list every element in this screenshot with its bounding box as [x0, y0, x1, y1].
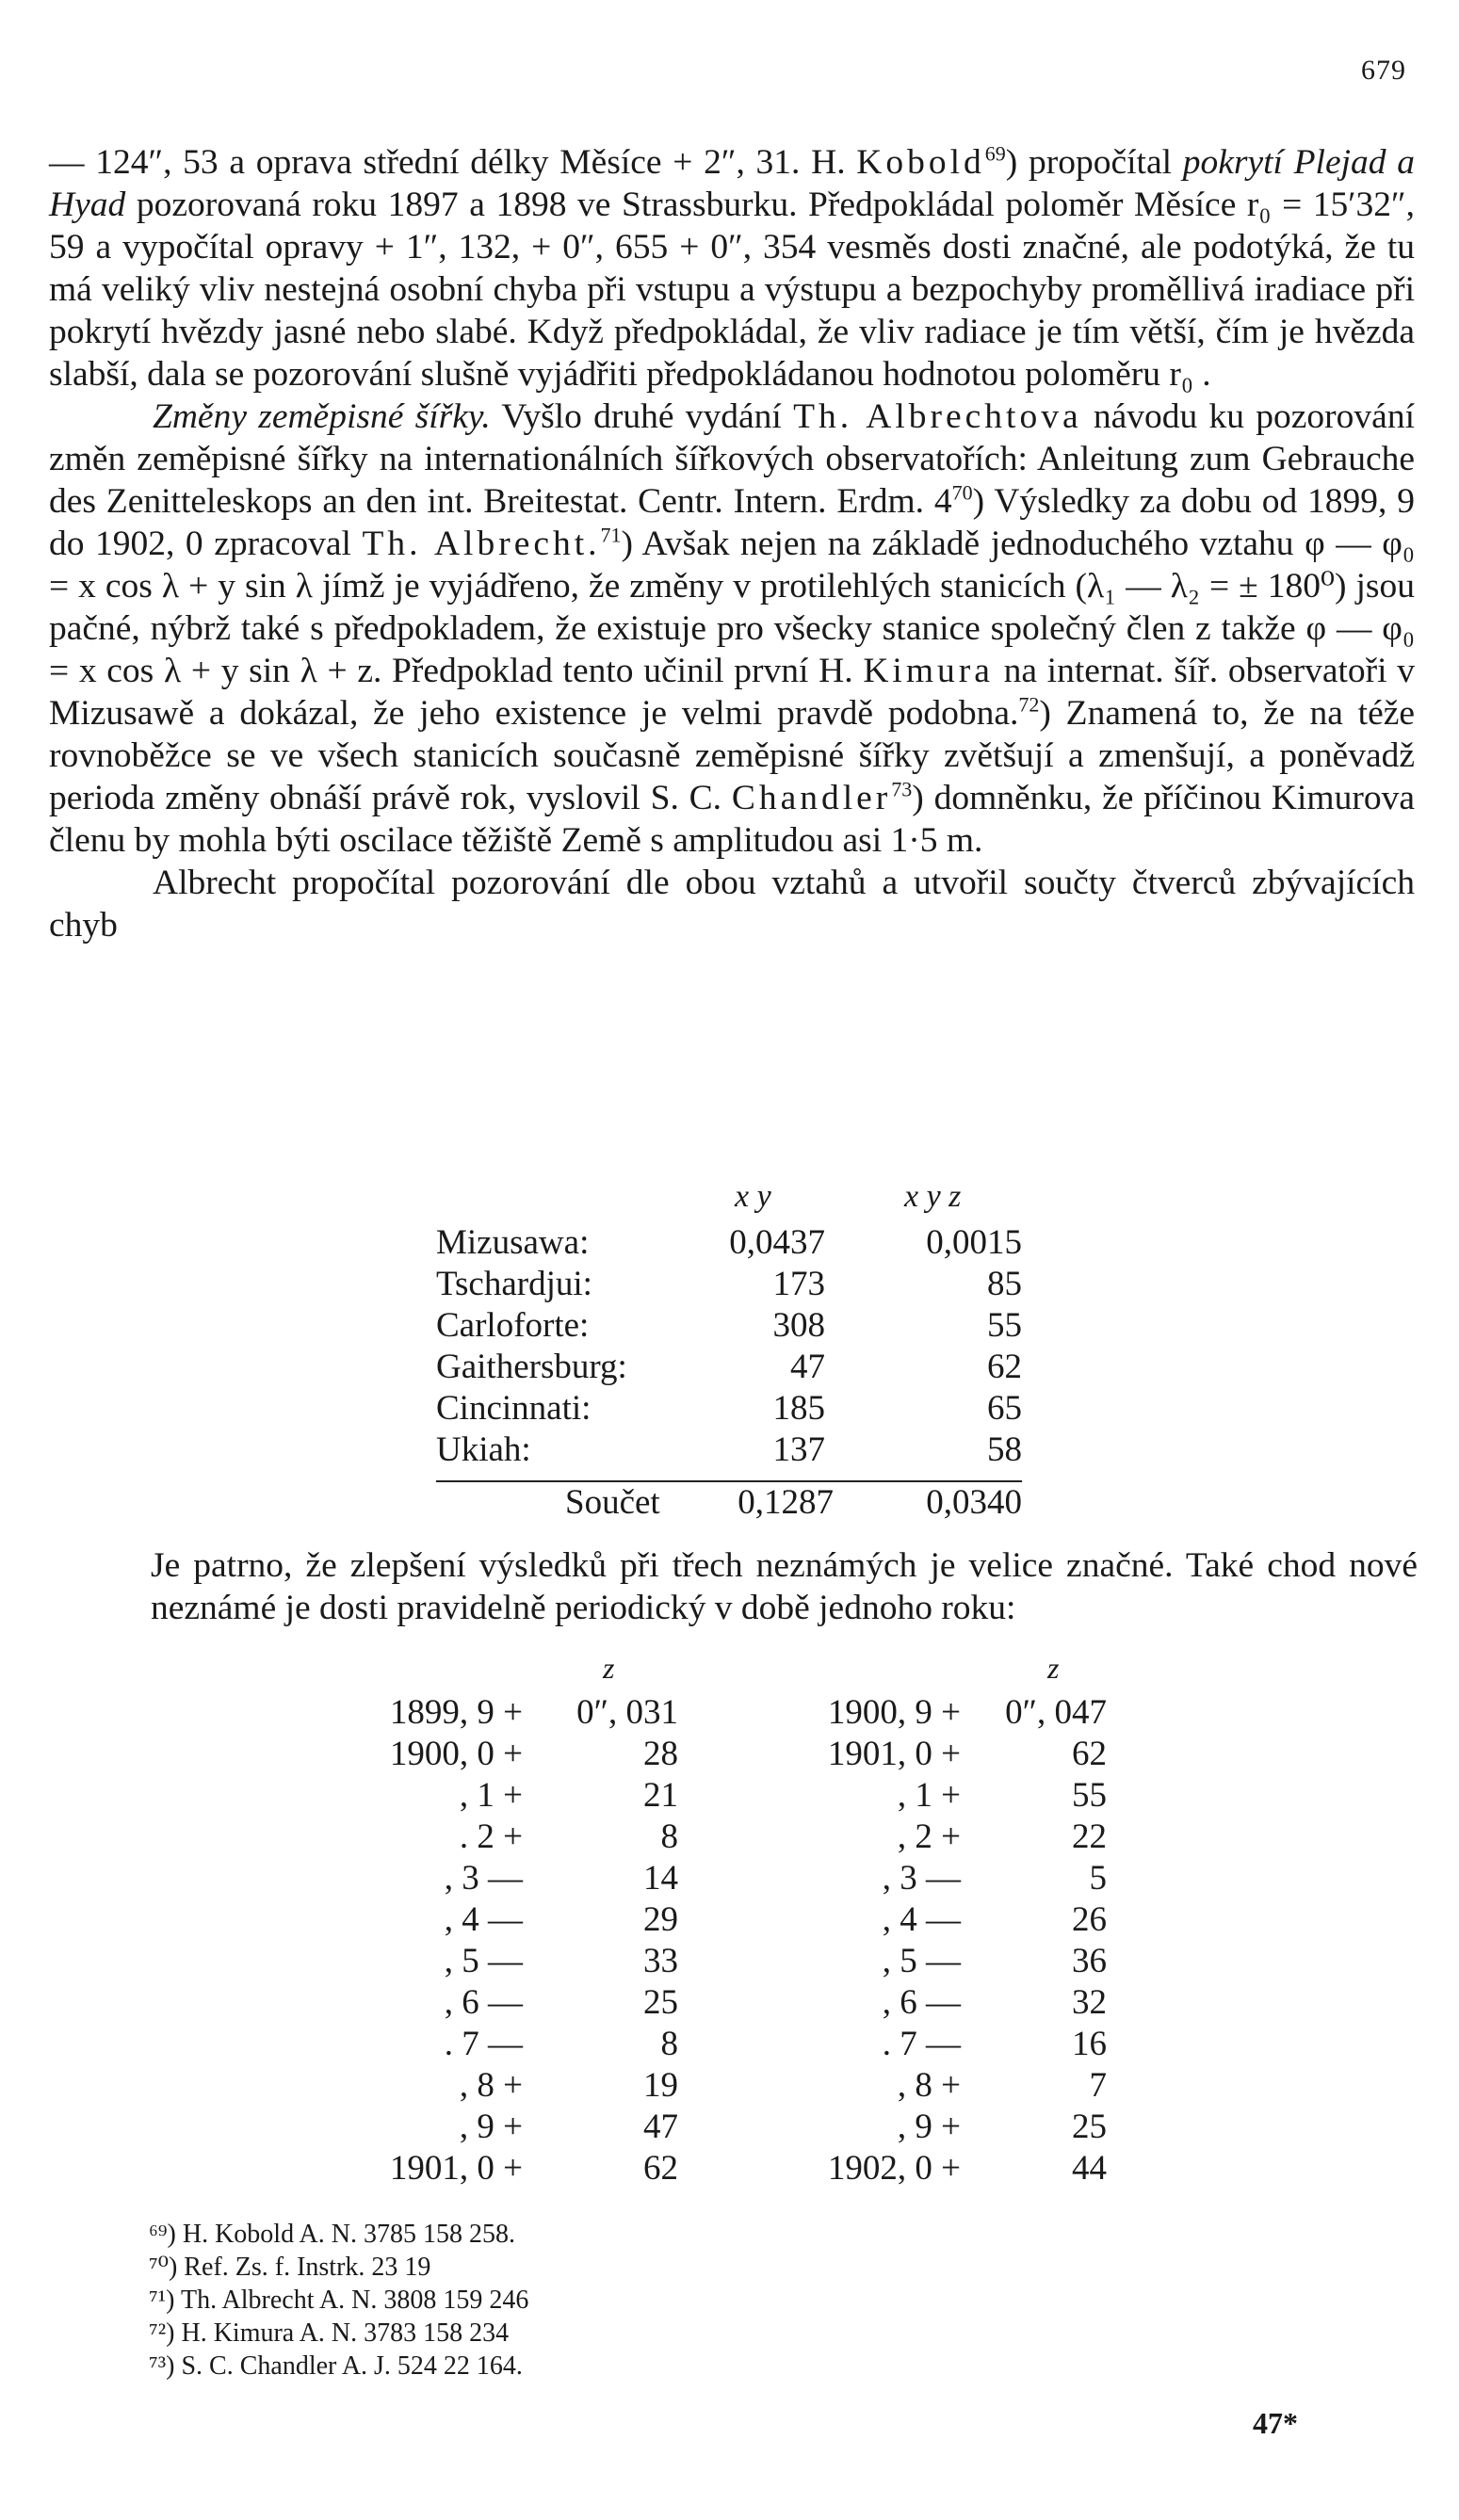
text: — 124″, 53 a oprava střední délky Měsíce + 2″, 31. H. — [49, 143, 857, 182]
footnotes — [149, 2218, 528, 2383]
z-date: 1902, 0 + — [827, 2149, 961, 2188]
sum-label: Součet — [565, 1483, 660, 1522]
z-value: 5 — [1089, 1859, 1107, 1898]
z-value: 0″, 031 — [576, 1693, 678, 1732]
table-header-xyz: x y z — [904, 1179, 962, 1214]
value-xy: 173 — [772, 1265, 825, 1303]
value-xy: 137 — [772, 1430, 825, 1469]
z-date: , 5 — — [444, 1942, 523, 1980]
value-xyz: 0,0015 — [926, 1223, 1022, 1262]
z-value: 62 — [643, 2149, 678, 2188]
italic-text: pokrytí Plejad a Hyad — [49, 143, 1415, 224]
text: ) propočítal — [1005, 143, 1183, 182]
z-value: 44 — [1072, 2149, 1107, 2188]
author-name: Th. Albrechtova — [793, 397, 1082, 436]
z-date: , 6 — — [882, 1983, 961, 2022]
author-name: Th. Albrecht. — [362, 525, 601, 563]
author-name: Chandler — [731, 779, 892, 817]
z-value: 7 — [1089, 2066, 1107, 2105]
z-date: , 2 + — [897, 1817, 961, 1856]
z-date: . 2 + — [459, 1817, 523, 1856]
z-value: 28 — [643, 1735, 678, 1773]
z-date: , 1 + — [459, 1776, 523, 1815]
z-date: , 3 — — [882, 1859, 961, 1898]
signature-mark: 47* — [1253, 2406, 1298, 2440]
z-value: 55 — [1072, 1776, 1107, 1815]
text: návodu ku pozorování změn zeměpisné šířky na internationálních šířkových observatořích: Anleitung zum Gebrauche des Zenitteleskops an den int. Breitestat. Centr. Intern. Erdm. 4 — [49, 397, 1415, 521]
z-date: , 4 — — [444, 1900, 523, 1939]
z-date: 1901, 0 + — [827, 1735, 961, 1773]
z-date: , 3 — — [444, 1859, 523, 1898]
z-value: 33 — [643, 1942, 678, 1980]
z-value: 19 — [643, 2066, 678, 2105]
station-name: Gaithersburg: — [436, 1348, 627, 1386]
z-date: 1901, 0 + — [389, 2149, 523, 2188]
main-text — [49, 141, 1415, 946]
z-date: , 9 + — [897, 2108, 961, 2146]
z-value: 8 — [660, 1817, 678, 1856]
footnote-73: ⁷³) S. C. Chandler A. J. 524 22 164. — [149, 2351, 523, 2381]
z-value: 26 — [1072, 1900, 1107, 1939]
z-value: 25 — [643, 1983, 678, 2022]
footnote-ref: 73 — [891, 777, 913, 801]
z-value: 47 — [643, 2108, 678, 2146]
footnote-69: ⁶⁹) H. Kobold A. N. 3785 158 258. — [149, 2220, 515, 2249]
z-value: 62 — [1072, 1735, 1107, 1773]
station-name: Tschardjui: — [436, 1265, 592, 1303]
paragraph-kobold — [49, 141, 1415, 396]
sum-xy: 0,1287 — [738, 1483, 834, 1522]
z-date: , 8 + — [459, 2066, 523, 2105]
station-name: Mizusawa: — [436, 1223, 590, 1262]
author-name: Kimura — [863, 652, 994, 690]
z-value: 21 — [643, 1776, 678, 1815]
paragraph-conclusion: Je patrno, že zlepšení výsledků při třech neznámých je velice značné. Také chod nové neznámé je dosti pravidelně periodický v době jednoho roku: — [151, 1546, 1418, 1627]
author-name: Kobold — [856, 143, 985, 182]
table-header-xy: x y — [735, 1179, 771, 1214]
footnote-72: ⁷²) H. Kimura A. N. 3783 158 234 — [149, 2318, 510, 2348]
value-xyz: 85 — [987, 1265, 1022, 1303]
value-xyz: 62 — [987, 1348, 1022, 1386]
z-date: 1900, 0 + — [389, 1735, 523, 1773]
footnote-ref: 69 — [984, 141, 1006, 166]
z-header-left: z — [603, 1651, 615, 1685]
station-name: Ukiah: — [436, 1430, 531, 1469]
text: ) Znamená to, že na téže rovnoběžce se ve všech stanicích současně zeměpisné šířky zvětšují a zmenšují, a poněvadž perioda změny obnáší právě rok, vyslovil S. C. — [49, 694, 1416, 817]
text: na internat. šíř. observatoři v Mizusawě a dokázal, že jeho existence je velmi pravdě podobna. — [49, 652, 1415, 733]
section-heading: Změny zeměpisné šířky. — [153, 397, 491, 436]
z-date: , 5 — — [882, 1942, 961, 1980]
z-value: 29 — [643, 1900, 678, 1939]
value-xy: 308 — [772, 1306, 825, 1345]
z-date: 1899, 9 + — [389, 1693, 523, 1732]
z-date: , 6 — — [444, 1983, 523, 2022]
text: ) domněnku, že příčinou Kimurova členu by mohla býti oscilace těžiště Země s amplitudou asi 1·5 m. — [49, 779, 1415, 860]
z-date: . 7 — — [444, 2025, 523, 2063]
z-value: 8 — [660, 2025, 678, 2063]
z-value: 16 — [1072, 2025, 1107, 2063]
z-value: 32 — [1072, 1983, 1107, 2022]
z-date: 1900, 9 + — [827, 1693, 961, 1732]
text: ) Výsledky za dobu od 1899, 9 do 1902, 0 zpracoval — [49, 482, 1415, 563]
sum-xyz: 0,0340 — [926, 1483, 1022, 1522]
text: ) Avšak nejen na základě jednoduchého vztahu φ — φ₀ = x cos λ + y sin λ jímž je vyjádřeno, že změny v protilehlých stanicích (λ₁ — λ₂ = ± 180⁰) jsou pačné, nýbrž také s předpokladem, že existuje pro všecky stanice společný člen z takže φ — φ₀ = x cos λ + y sin λ + z. Předpoklad tento učinil první H. — [49, 525, 1415, 690]
z-date: , 4 — — [882, 1900, 961, 1939]
z-date: , 9 + — [459, 2108, 523, 2146]
z-value: 14 — [643, 1859, 678, 1898]
value-xy: 0,0437 — [729, 1223, 825, 1262]
value-xy: 47 — [790, 1348, 825, 1386]
footnote-ref: 70 — [951, 480, 973, 505]
z-value: 22 — [1072, 1817, 1107, 1856]
footnote-71: ⁷¹) Th. Albrecht A. N. 3808 159 246 — [149, 2286, 529, 2315]
text: Vyšlo druhé vydání — [490, 397, 794, 436]
station-name: Cincinnati: — [436, 1389, 592, 1428]
footnote-ref: 72 — [1018, 692, 1040, 717]
value-xyz: 65 — [987, 1389, 1022, 1428]
z-value: 36 — [1072, 1942, 1107, 1980]
value-xyz: 55 — [987, 1306, 1022, 1345]
footnote-70: ⁷⁰) Ref. Zs. f. Instrk. 23 19 — [149, 2253, 431, 2282]
z-date: . 7 — — [882, 2025, 961, 2063]
value-xyz: 58 — [987, 1430, 1022, 1469]
z-date: , 1 + — [897, 1776, 961, 1815]
z-header-right: z — [1047, 1651, 1060, 1685]
z-value: 0″, 047 — [1005, 1693, 1107, 1732]
z-value: 25 — [1072, 2108, 1107, 2146]
paragraph-albrecht: Albrecht propočítal pozorování dle obou vztahů a utvořil součty čtverců zbývajících chyb — [49, 864, 1415, 945]
station-name: Carloforte: — [436, 1306, 590, 1345]
value-xy: 185 — [772, 1389, 825, 1428]
page-number: 679 — [1361, 55, 1406, 86]
paragraph-latitude — [49, 396, 1415, 862]
footnote-ref: 71 — [600, 523, 622, 547]
text: pozorovaná roku 1897 a 1898 ve Strassburku. Předpokládal poloměr Měsíce r₀ = 15′32″, 59 a vypočítal opravy + 1″, 132, + 0″, 655 + 0″, 354 vesměs dosti značné, ale podotýká, že tu má veliký vliv nestejná osobní chyba při vstupu a výstupu a bezpochyby proměllivá iradiace při pokrytí hvězdy jasné nebo slabé. Když předpokládal, že vliv radiace je tím větší, čím je hvězda slabší, dala se pozorování slušně vyjádřiti předpokládanou hodnotou poloměru r₀ . — [49, 186, 1415, 394]
z-date: , 8 + — [897, 2066, 961, 2105]
